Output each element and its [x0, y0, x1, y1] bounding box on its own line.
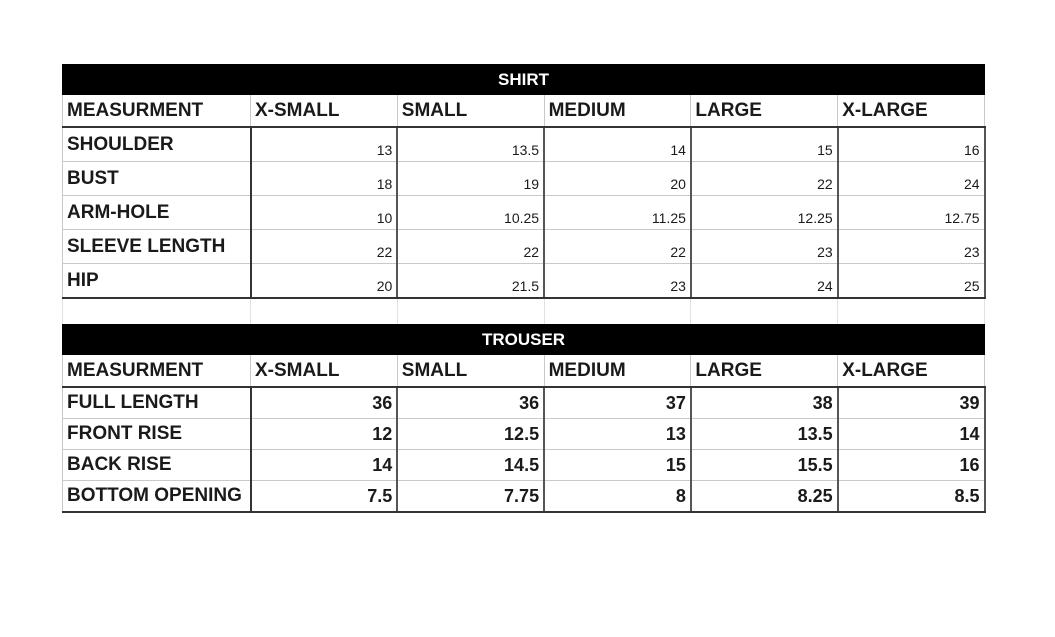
- table-cell: 12.75: [838, 196, 985, 230]
- table-cell: 22: [251, 230, 398, 264]
- table-cell: 15: [691, 127, 838, 162]
- row-label: SHOULDER: [63, 127, 251, 162]
- trouser-row-front-rise: [63, 419, 985, 450]
- row-label: BOTTOM OPENING: [63, 481, 251, 513]
- column-header-large: LARGE: [691, 355, 838, 388]
- table-cell: 20: [251, 264, 398, 299]
- column-header-measurement: MEASURMENT: [63, 355, 251, 388]
- shirt-row-bust: [63, 162, 985, 196]
- table-cell: 20: [544, 162, 691, 196]
- shirt-header-row: [63, 95, 985, 128]
- trouser-header-row: [63, 355, 985, 388]
- column-header-x-large: X-LARGE: [838, 95, 985, 128]
- table-cell: 12.25: [691, 196, 838, 230]
- trouser-size-table: [62, 324, 986, 513]
- table-cell: 10: [251, 196, 398, 230]
- table-cell: 21.5: [397, 264, 544, 299]
- table-cell: 8.5: [838, 481, 985, 513]
- table-cell: 8: [544, 481, 691, 513]
- table-cell: 13: [251, 127, 398, 162]
- column-header-measurement: MEASURMENT: [63, 95, 251, 128]
- table-cell: 23: [838, 230, 985, 264]
- row-label: FULL LENGTH: [63, 387, 251, 419]
- table-cell: 12.5: [397, 419, 544, 450]
- table-cell: 14.5: [397, 450, 544, 481]
- row-label: FRONT RISE: [63, 419, 251, 450]
- row-label: BACK RISE: [63, 450, 251, 481]
- table-cell: 14: [544, 127, 691, 162]
- table-cell: 36: [251, 387, 398, 419]
- column-header-x-large: X-LARGE: [838, 355, 985, 388]
- table-cell: 22: [691, 162, 838, 196]
- table-cell: 14: [838, 419, 985, 450]
- shirt-row-arm-hole: [63, 196, 985, 230]
- table-cell: 11.25: [544, 196, 691, 230]
- table-cell: 14: [251, 450, 398, 481]
- column-header-x-small: X-SMALL: [251, 355, 398, 388]
- table-cell: 39: [838, 387, 985, 419]
- trouser-row-back-rise: [63, 450, 985, 481]
- row-label: SLEEVE LENGTH: [63, 230, 251, 264]
- column-header-large: LARGE: [691, 95, 838, 128]
- column-header-x-small: X-SMALL: [251, 95, 398, 128]
- trouser-table-title: TROUSER: [63, 325, 985, 355]
- table-cell: 24: [691, 264, 838, 299]
- shirt-row-sleeve-length: [63, 230, 985, 264]
- table-cell: 7.75: [397, 481, 544, 513]
- table-cell: 7.5: [251, 481, 398, 513]
- row-label: HIP: [63, 264, 251, 299]
- table-cell: 13.5: [397, 127, 544, 162]
- column-header-small: SMALL: [397, 95, 544, 128]
- table-cell: 36: [397, 387, 544, 419]
- shirt-row-hip: [63, 264, 985, 299]
- table-cell: 16: [838, 450, 985, 481]
- table-cell: 13: [544, 419, 691, 450]
- column-header-small: SMALL: [397, 355, 544, 388]
- table-cell: 38: [691, 387, 838, 419]
- table-cell: 23: [544, 264, 691, 299]
- row-label: BUST: [63, 162, 251, 196]
- column-header-medium: MEDIUM: [544, 355, 691, 388]
- table-cell: 25: [838, 264, 985, 299]
- shirt-row-shoulder: [63, 127, 985, 162]
- trouser-row-full-length: [63, 387, 985, 419]
- table-cell: 18: [251, 162, 398, 196]
- table-cell: 19: [397, 162, 544, 196]
- table-cell: 37: [544, 387, 691, 419]
- table-cell: 15.5: [691, 450, 838, 481]
- table-cell: 15: [544, 450, 691, 481]
- shirt-size-table: [62, 64, 986, 328]
- table-cell: 22: [544, 230, 691, 264]
- table-cell: 24: [838, 162, 985, 196]
- row-label: ARM-HOLE: [63, 196, 251, 230]
- shirt-table-title: SHIRT: [63, 65, 985, 95]
- table-cell: 13.5: [691, 419, 838, 450]
- column-header-medium: MEDIUM: [544, 95, 691, 128]
- table-cell: 8.25: [691, 481, 838, 513]
- table-cell: 12: [251, 419, 398, 450]
- table-cell: 10.25: [397, 196, 544, 230]
- table-cell: 22: [397, 230, 544, 264]
- table-cell: 16: [838, 127, 985, 162]
- trouser-row-bottom-opening: [63, 481, 985, 513]
- table-cell: 23: [691, 230, 838, 264]
